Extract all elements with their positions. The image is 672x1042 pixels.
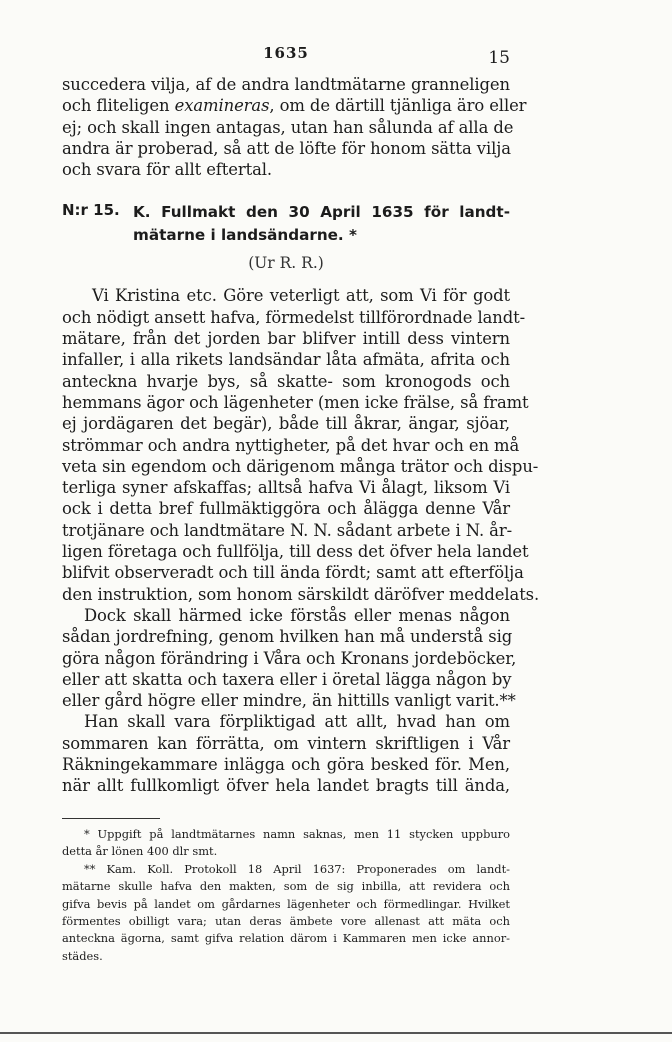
document-heading bbox=[62, 201, 510, 246]
text-line: och svara för allt eftertal. bbox=[62, 160, 273, 180]
footnote-line: gifva bevis på landet om gårdarnes lägenheter och förmedlingar. Hvilket bbox=[62, 896, 510, 911]
paragraph-2 bbox=[62, 605, 517, 711]
text-line: Vi Kristina etc. Göre veterligt att, som Vi för godt bbox=[92, 286, 510, 306]
footnote-line: * Uppgift på landtmätarnes namn saknas, men 11 stycken uppburo bbox=[84, 827, 510, 841]
text-line: ock i detta bref fullmäktiggöra och ålägga denne Vår bbox=[62, 499, 510, 519]
footnote-2 bbox=[62, 861, 510, 965]
paragraph-3 bbox=[62, 711, 510, 796]
text-line: terliga syner afskaffas; alltså hafva Vi ålagt, liksom Vi bbox=[62, 478, 510, 498]
text-line: anteckna hvarje bys, så skatte- som kronogods och bbox=[62, 371, 510, 391]
text-line: ligen företaga och fullfölja, till dess det öfver hela landet bbox=[62, 542, 529, 562]
text-line: den instruktion, som honom särskildt däröfver meddelats. bbox=[62, 584, 540, 604]
text-line: eller att skatta och taxera eller i öretal lägga någon by bbox=[62, 669, 512, 689]
text-line: strömmar och andra nyttigheter, på det hvar och en må bbox=[62, 435, 520, 455]
text-line: andra är proberad, så att de löfte för honom sätta vilja bbox=[62, 138, 511, 158]
text-line: hemmans ägor och lägenheter (men icke frälse, så framt bbox=[62, 392, 529, 412]
footnote-line: detta år lönen 400 dlr smt. bbox=[62, 844, 218, 859]
text-line: trotjänare och landtmätare N. N. sådant arbete i N. år- bbox=[62, 520, 513, 540]
text-line: Dock skall härmed icke förstås eller menas någon bbox=[84, 605, 510, 625]
footnote-line: städes. bbox=[62, 948, 103, 963]
footnote-rule bbox=[62, 818, 160, 819]
footnote-line: förmentes obilligt vara; utan deras ämbete vore allenast att mäta och bbox=[62, 914, 510, 929]
intro-paragraph bbox=[62, 74, 527, 180]
main-text bbox=[62, 74, 540, 797]
text-line: göra någon förändring i Våra och Kronans jordeböcker, bbox=[62, 648, 517, 668]
footnote-line: mätarne skulle hafva den makten, som de sig inbilla, att revidera och bbox=[62, 879, 510, 894]
page-bottom-rule bbox=[0, 1032, 672, 1034]
text-line: ej; och skall ingen antagas, utan han sålunda af alla de bbox=[62, 117, 514, 137]
text-line: när allt fullkomligt öfver hela landet bragts till ända, bbox=[62, 776, 510, 796]
footnotes bbox=[62, 826, 510, 965]
text-line: och nödigt ansett hafva, förmedelst tillförordnade landt- bbox=[62, 307, 526, 327]
text-line: sådan jordrefning, genom hvilken han må understå sig bbox=[62, 627, 513, 647]
paragraph-1 bbox=[62, 285, 540, 604]
text-line: eller gård högre eller mindre, än hittills vanligt varit.** bbox=[62, 691, 516, 711]
text-line: sommaren kan förrätta, om vintern skriftligen i Vår bbox=[62, 733, 510, 753]
footnote-1 bbox=[62, 826, 510, 861]
document-title-line: K. Fullmakt den 30 April 1635 för landt- bbox=[133, 203, 510, 222]
page-header bbox=[62, 44, 510, 70]
source-reference: (Ur R. R.) bbox=[248, 254, 324, 273]
document-number: N:r 15. bbox=[62, 201, 120, 220]
italic-word: examineras bbox=[174, 96, 270, 116]
page-number: 15 bbox=[488, 48, 510, 68]
text-line: ej jordägaren det begär), både till åkrar, ängar, sjöar, bbox=[62, 414, 510, 434]
running-head-year: 1635 bbox=[263, 44, 309, 62]
document-title-line: mätarne i landsändarne. * bbox=[133, 225, 357, 244]
text-line: och fliteligen examineras, om de därtill tjänliga äro eller bbox=[62, 96, 527, 116]
footnote-line: anteckna ägorna, samt gifva relation därom i Kammaren men icke annor- bbox=[62, 931, 510, 946]
text-line: succedera vilja, af de andra landtmätarne granneligen bbox=[62, 75, 510, 94]
text-line: blifvit observeradt och till ända fördt; samt att efterfölja bbox=[62, 563, 524, 583]
text-line: veta sin egendom och därigenom många trätor och dispu- bbox=[62, 456, 539, 476]
text-line: Räkningekammare inlägga och göra besked för. Men, bbox=[62, 755, 510, 775]
text-line: infaller, i alla rikets landsändar låta afmäta, afrita och bbox=[62, 350, 510, 370]
text-line: Han skall vara förpliktigad att allt, hvad han om bbox=[84, 712, 510, 732]
footnote-line: ** Kam. Koll. Protokoll 18 April 1637: Proponerades om landt- bbox=[84, 861, 510, 876]
text-line: mätare, från det jorden bar blifver intill dess vintern bbox=[62, 329, 510, 349]
